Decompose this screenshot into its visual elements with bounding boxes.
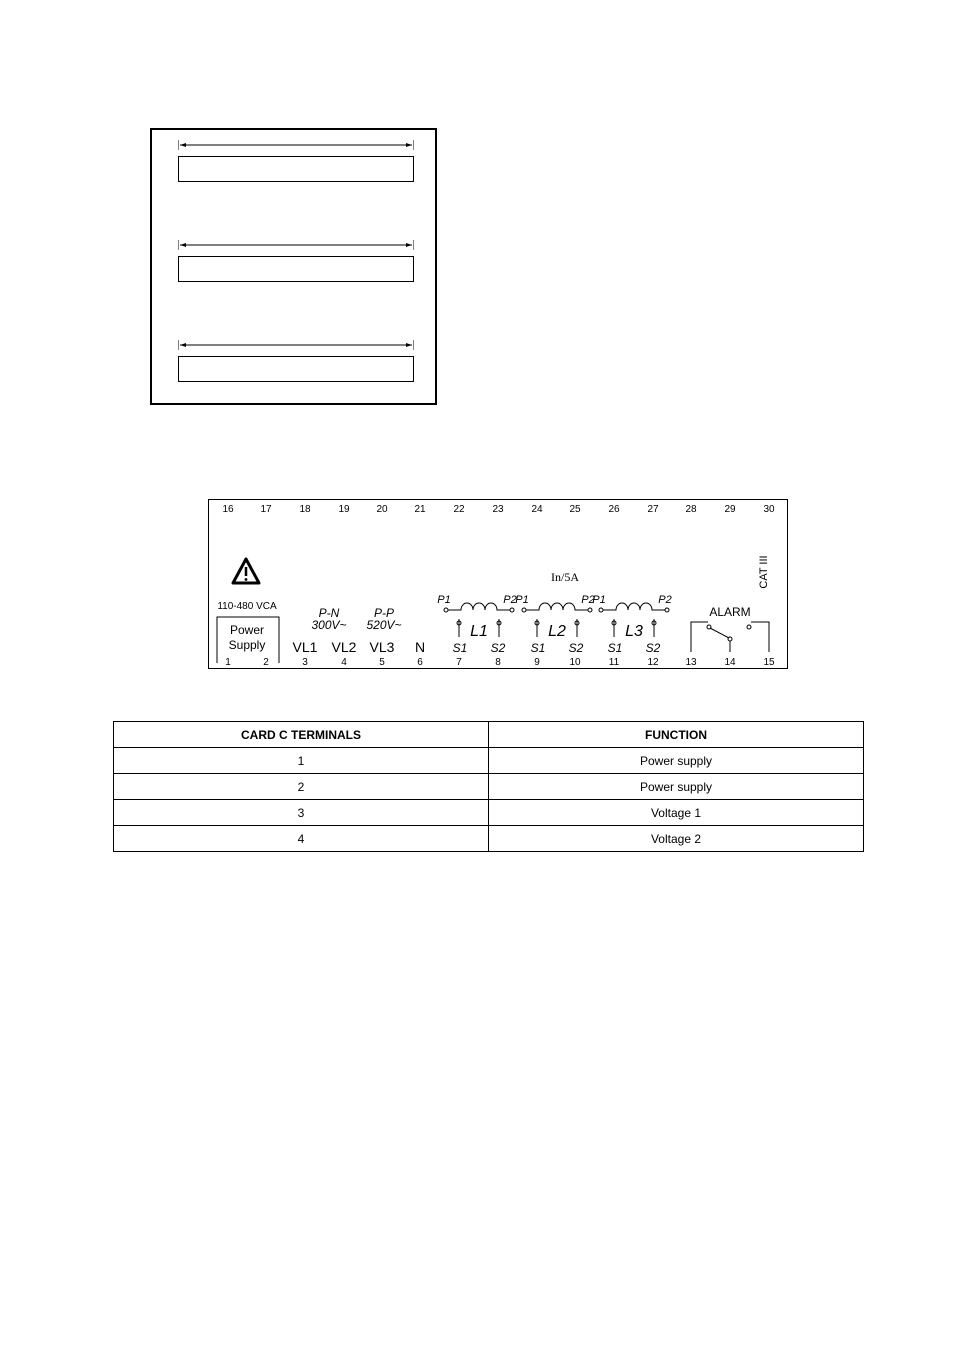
ct-phase-label: L2 xyxy=(548,623,566,640)
top-terminal-number: 20 xyxy=(376,504,388,515)
ct-s2-label: S2 xyxy=(645,641,661,655)
top-terminal-number: 23 xyxy=(492,504,504,515)
top-terminal-number: 26 xyxy=(608,504,620,515)
table-cell-terminal: 3 xyxy=(114,800,489,826)
top-terminal-number: 27 xyxy=(647,504,659,515)
top-terminal-number: 21 xyxy=(414,504,426,515)
pn-voltage-label: 300V~ xyxy=(311,618,347,632)
table-cell-terminal: 2 xyxy=(114,774,489,800)
bottom-terminal-number: 1 xyxy=(225,657,231,668)
ct-p1-label: P1 xyxy=(437,594,451,606)
voltage-input-vl2: VL2 xyxy=(331,639,357,655)
bottom-terminal-number: 2 xyxy=(263,657,269,668)
table-header-terminals: CARD C TERMINALS xyxy=(114,722,489,748)
top-terminal-number: 25 xyxy=(569,504,581,515)
dimension-bar-bottom xyxy=(178,356,414,382)
table-header-function: FUNCTION xyxy=(489,722,864,748)
ct-phase-label: L1 xyxy=(470,623,488,640)
top-terminal-numbers xyxy=(222,504,775,515)
ct-s1-label: S1 xyxy=(452,641,468,655)
bottom-terminal-number: 15 xyxy=(763,657,775,668)
table-row xyxy=(114,826,864,852)
top-terminal-number: 30 xyxy=(763,504,775,515)
top-terminal-number: 17 xyxy=(260,504,272,515)
voltage-input-vl1: VL1 xyxy=(292,639,318,655)
power-supply-label-line2: Supply xyxy=(228,638,266,652)
bottom-terminal-number: 4 xyxy=(341,657,347,668)
dimension-drawing xyxy=(150,128,437,405)
bottom-terminal-number: 13 xyxy=(685,657,697,668)
ct-p1-label: P1 xyxy=(592,594,606,606)
alarm-label: ALARM xyxy=(709,605,751,619)
dimension-arrow-bottom xyxy=(178,340,414,350)
bottom-terminal-number: 11 xyxy=(608,657,620,668)
top-terminal-number: 18 xyxy=(299,504,311,515)
terminal-function-table xyxy=(113,721,864,852)
ct-phase-label: L3 xyxy=(625,623,643,640)
bottom-terminal-number: 9 xyxy=(534,657,540,668)
dimension-arrow-top xyxy=(178,140,414,150)
ct-s1-label: S1 xyxy=(607,641,623,655)
table-cell-function: Power supply xyxy=(489,774,864,800)
table-cell-function: Power supply xyxy=(489,748,864,774)
ct-s2-label: S2 xyxy=(568,641,584,655)
current-rating-label: In/5A xyxy=(551,570,579,584)
bottom-terminal-number: 14 xyxy=(724,657,736,668)
table-row xyxy=(114,748,864,774)
dimension-bar-middle xyxy=(178,256,414,282)
supply-range-label: 110-480 VCA xyxy=(217,601,277,612)
voltage-input-n: N xyxy=(414,639,426,655)
ct-s2-label: S2 xyxy=(490,641,506,655)
ct-p2-label: P2 xyxy=(503,594,517,606)
bottom-terminal-number: 8 xyxy=(495,657,501,668)
ct-p1-label: P1 xyxy=(515,594,529,606)
table-cell-function: Voltage 2 xyxy=(489,826,864,852)
table-cell-terminal: 4 xyxy=(114,826,489,852)
bottom-terminal-number: 5 xyxy=(379,657,385,668)
table-cell-terminal: 1 xyxy=(114,748,489,774)
terminal-diagram xyxy=(208,499,788,669)
bottom-terminal-number: 10 xyxy=(569,657,581,668)
table-row xyxy=(114,800,864,826)
top-terminal-number: 19 xyxy=(338,504,350,515)
voltage-input-vl3: VL3 xyxy=(369,639,395,655)
bottom-terminal-number: 7 xyxy=(456,657,462,668)
table-header-row xyxy=(114,722,864,748)
pn-label: P-N xyxy=(318,606,340,620)
pp-label: P-P xyxy=(373,606,395,620)
dimension-bar-top xyxy=(178,156,414,182)
pp-voltage-label: 520V~ xyxy=(366,618,402,632)
bottom-terminal-number: 3 xyxy=(302,657,308,668)
top-terminal-number: 22 xyxy=(453,504,465,515)
top-terminal-number: 16 xyxy=(222,504,234,515)
bottom-terminal-number: 12 xyxy=(647,657,659,668)
table-row xyxy=(114,774,864,800)
dimension-arrow-middle xyxy=(178,240,414,250)
top-terminal-number: 29 xyxy=(724,504,736,515)
top-terminal-number: 24 xyxy=(531,504,543,515)
ct-p2-label: P2 xyxy=(581,594,595,606)
bottom-terminal-number: 6 xyxy=(417,657,423,668)
table-cell-function: Voltage 1 xyxy=(489,800,864,826)
power-supply-label-line1: Power xyxy=(229,623,265,637)
top-terminal-number: 28 xyxy=(685,504,697,515)
ct-p2-label: P2 xyxy=(658,594,672,606)
bottom-terminal-numbers xyxy=(225,657,775,668)
category-label: CAT III xyxy=(758,555,770,589)
ct-s1-label: S1 xyxy=(530,641,546,655)
